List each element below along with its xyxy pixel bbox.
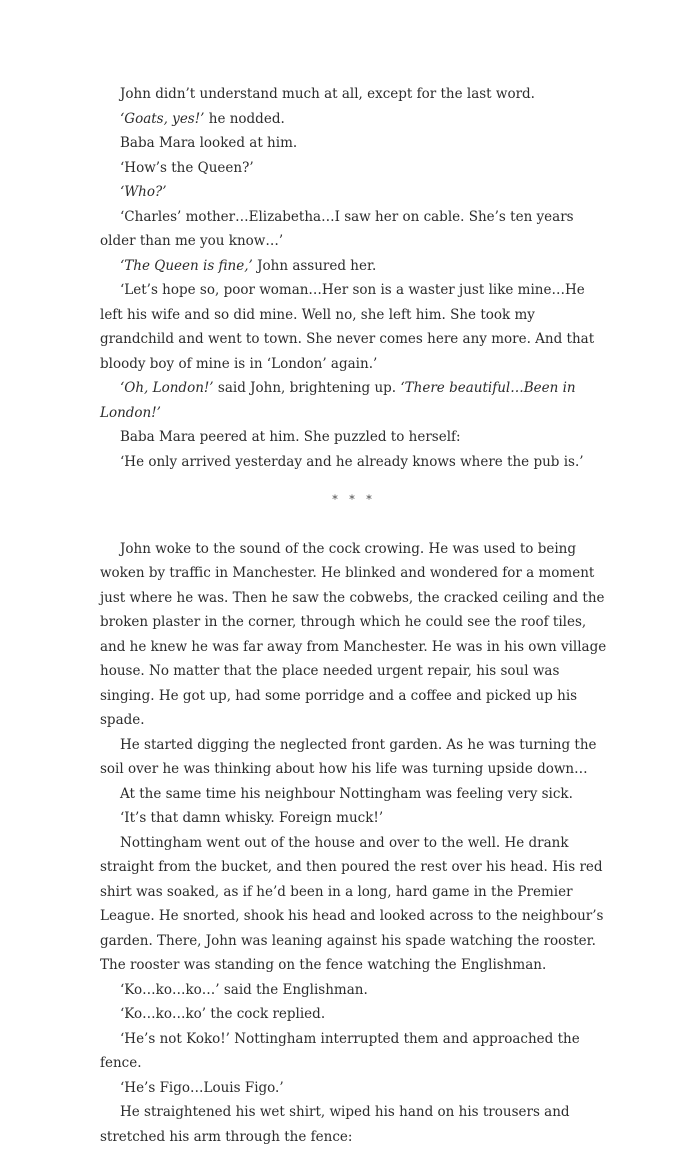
- paragraph: [100, 782, 608, 807]
- text-run: he nodded.: [204, 111, 284, 127]
- text-run: He started digging the neglected front garden. As he was turning the soil over he was thinking about how his life was turning upside down…: [100, 737, 597, 778]
- text-run: ‘He’s Figo…Louis Figo.’: [120, 1080, 284, 1096]
- text-run: ‘How’s the Queen?’: [120, 160, 254, 176]
- paragraph: [100, 107, 608, 132]
- paragraph: [100, 450, 608, 475]
- text-run: Baba Mara peered at him. She puzzled to herself:: [120, 429, 461, 445]
- text-run: ‘He only arrived yesterday and he already knows where the pub is.’: [120, 454, 584, 470]
- text-run: Baba Mara looked at him.: [120, 135, 297, 151]
- scene-break: * * *: [100, 474, 608, 537]
- paragraph: [100, 733, 608, 782]
- paragraph: [100, 537, 608, 733]
- paragraph: [100, 831, 608, 978]
- italic-text: ‘Goats, yes!’: [120, 111, 204, 127]
- text-run: ‘Ko…ko…ko…’ said the Englishman.: [120, 982, 368, 998]
- italic-text: ‘There beautiful…Been in London!’: [100, 380, 576, 421]
- paragraph: [100, 1002, 608, 1027]
- section-after-break: [100, 537, 608, 1149]
- text-run: ‘Charles’ mother…Elizabetha…I saw her on cable. She’s ten years older than me you know…’: [100, 209, 574, 250]
- text-run: ‘Let’s hope so, poor woman…Her son is a waster just like mine…He left his wife and so did mine. Well no, she left him. She took my grandchild and went to town. She never comes here any more. And that bloody boy of mine is in ‘London’ again.’: [100, 282, 594, 372]
- text-run: He straightened his wet shirt, wiped his hand on his trousers and stretched his arm through the fence:: [100, 1104, 570, 1145]
- paragraph: [100, 180, 608, 205]
- italic-text: ‘The Queen is fine,’: [120, 258, 253, 274]
- paragraph: [100, 1027, 608, 1076]
- paragraph: [100, 254, 608, 279]
- text-run: John didn’t understand much at all, except for the last word.: [120, 86, 535, 102]
- paragraph: [100, 131, 608, 156]
- text-run: ‘Ko…ko…ko’ the cock replied.: [120, 1006, 325, 1022]
- text-run: John woke to the sound of the cock crowing. He was used to being woken by traffic in Manchester. He blinked and wondered for a moment just where he was. Then he saw the cobwebs, the cracked ceiling and the broken plaster in the corner, through which he could see the roof tiles, and he knew he was far away from Manchester. He was in his own village house. No matter that the place needed urgent repair, his soul was singing. He got up, had some porridge and a coffee and picked up his spade.: [100, 541, 606, 729]
- text-run: said John, brightening up.: [214, 380, 401, 396]
- paragraph: [100, 806, 608, 831]
- text-run: At the same time his neighbour Nottingham was feeling very sick.: [120, 786, 573, 802]
- paragraph: [100, 978, 608, 1003]
- section-before-break: [100, 82, 608, 474]
- text-run: ‘It’s that damn whisky. Foreign muck!’: [120, 810, 383, 826]
- paragraph: [100, 205, 608, 254]
- paragraph: [100, 1100, 608, 1149]
- text-run: ‘He’s not Koko!’ Nottingham interrupted them and approached the fence.: [100, 1031, 580, 1072]
- paragraph: [100, 425, 608, 450]
- italic-text: ‘Oh, London!’: [120, 380, 214, 396]
- paragraph: [100, 82, 608, 107]
- paragraph: [100, 156, 608, 181]
- paragraph: [100, 278, 608, 376]
- paragraph: [100, 376, 608, 425]
- text-run: Nottingham went out of the house and over to the well. He drank straight from the bucket, and then poured the rest over his head. His red shirt was soaked, as if he’d been in a long, hard game in the Premier League. He snorted, shook his head and looked across to the neighbour’s garden. There, John was leaning against his spade watching the rooster. The rooster was standing on the fence watching the Englishman.: [100, 835, 603, 974]
- text-run: John assured her.: [253, 258, 376, 274]
- paragraph: [100, 1076, 608, 1101]
- italic-text: ‘Who?’: [120, 184, 167, 200]
